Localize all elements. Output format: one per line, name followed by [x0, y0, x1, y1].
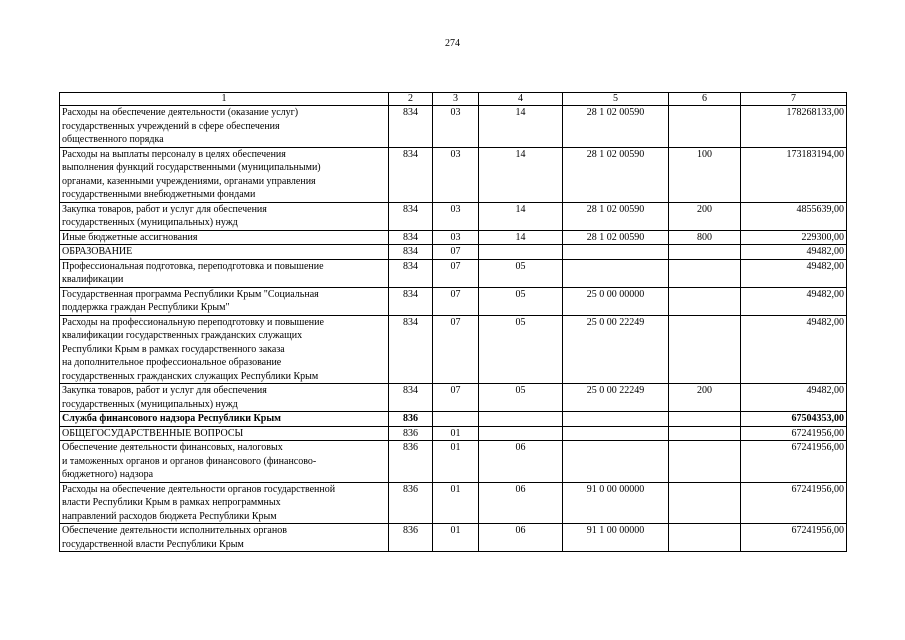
- ministry-code: 836: [389, 441, 433, 483]
- amount: 173183194,00: [741, 147, 847, 202]
- header-cell: 6: [669, 93, 741, 106]
- expense-name: [60, 106, 389, 148]
- ministry-code: 834: [389, 147, 433, 202]
- amount: 67504353,00: [741, 412, 847, 427]
- expense-name-line: поддержка граждан Республики Крым": [62, 302, 230, 313]
- table-row: [60, 202, 847, 230]
- ministry-code: 834: [389, 202, 433, 230]
- target-article-code: [563, 426, 669, 441]
- expense-type-code: [669, 441, 741, 483]
- expense-type-code: [669, 524, 741, 552]
- table-row: [60, 412, 847, 427]
- section-code: 01: [433, 482, 479, 524]
- target-article-code: [563, 441, 669, 483]
- expense-name-line: и таможенных органов и органов финансового (финансово-: [62, 455, 317, 467]
- subsection-code: 05: [479, 287, 563, 315]
- subsection-code: [479, 412, 563, 427]
- expense-name: [60, 147, 389, 202]
- expense-type-code: [669, 245, 741, 260]
- expense-name-line: Иные бюджетные ассигнования: [62, 231, 198, 243]
- expense-name-line: выполнения функций государственными (муниципальными): [62, 162, 321, 173]
- expense-type-code: [669, 315, 741, 384]
- target-article-code: [563, 245, 669, 260]
- target-article-code: 28 1 02 00590: [563, 147, 669, 202]
- expense-name-line: квалификации: [62, 274, 124, 285]
- expense-name-line: квалификации государственных гражданских служащих: [62, 330, 303, 341]
- header-row: [60, 93, 847, 106]
- amount: 67241956,00: [741, 482, 847, 524]
- subsection-code: 06: [479, 482, 563, 524]
- expense-name-line: Расходы на обеспечение деятельности (оказание услуг): [62, 107, 299, 118]
- table-row: [60, 315, 847, 384]
- subsection-code: 05: [479, 384, 563, 412]
- expense-name: [60, 384, 389, 412]
- expense-name-line: Профессиональная подготовка, переподготовка и повышение: [62, 260, 324, 272]
- expense-name-line: государственной власти Республики Крым: [62, 538, 244, 550]
- table-row: [60, 230, 847, 245]
- expense-name-line: бюджетного) надзора: [62, 469, 154, 480]
- section-code: 07: [433, 287, 479, 315]
- section-code: 01: [433, 426, 479, 441]
- expense-type-code: [669, 482, 741, 524]
- expense-name: [60, 202, 389, 230]
- expense-type-code: 200: [669, 202, 741, 230]
- expense-type-code: [669, 412, 741, 427]
- subsection-code: 05: [479, 259, 563, 287]
- expense-name-line: ОБРАЗОВАНИЕ: [62, 246, 133, 257]
- expense-name-line: Государственная программа Республики Крым "Социальная: [62, 288, 319, 300]
- subsection-code: 06: [479, 524, 563, 552]
- section-code: 07: [433, 384, 479, 412]
- target-article-code: 25 0 00 22249: [563, 315, 669, 384]
- expense-name-line: Республики Крым в рамках государственного заказа: [62, 343, 285, 355]
- table-row: [60, 384, 847, 412]
- expense-name: [60, 245, 389, 260]
- target-article-code: 25 0 00 00000: [563, 287, 669, 315]
- expense-name: [60, 230, 389, 245]
- section-code: 01: [433, 441, 479, 483]
- expense-name: [60, 287, 389, 315]
- subsection-code: [479, 426, 563, 441]
- amount: 229300,00: [741, 230, 847, 245]
- target-article-code: 91 1 00 00000: [563, 524, 669, 552]
- target-article-code: 25 0 00 22249: [563, 384, 669, 412]
- expense-name-line: государственных (муниципальных) нужд: [62, 217, 238, 228]
- table-row: [60, 524, 847, 552]
- target-article-code: 28 1 02 00590: [563, 106, 669, 148]
- expense-name: [60, 259, 389, 287]
- subsection-code: 14: [479, 106, 563, 148]
- expense-name-line: власти Республики Крым в рамках непрограммных: [62, 497, 281, 508]
- expense-type-code: [669, 259, 741, 287]
- table-row: [60, 106, 847, 148]
- target-article-code: 28 1 02 00590: [563, 202, 669, 230]
- expense-name: [60, 426, 389, 441]
- table-row: [60, 245, 847, 260]
- expense-name-line: Обеспечение деятельности финансовых, налоговых: [62, 442, 283, 453]
- ministry-code: 834: [389, 259, 433, 287]
- subsection-code: 14: [479, 230, 563, 245]
- table-row: [60, 147, 847, 202]
- amount: 4855639,00: [741, 202, 847, 230]
- section-code: 07: [433, 315, 479, 384]
- expense-name-line: Обеспечение деятельности исполнительных органов: [62, 525, 287, 536]
- ministry-code: 834: [389, 384, 433, 412]
- table-row: [60, 259, 847, 287]
- expense-name-line: на дополнительное профессиональное образование: [62, 357, 282, 368]
- table-row: [60, 482, 847, 524]
- subsection-code: 05: [479, 315, 563, 384]
- subsection-code: 06: [479, 441, 563, 483]
- header-cell: 5: [563, 93, 669, 106]
- expense-name-line: Служба финансового надзора Республики Крым: [62, 413, 281, 424]
- table-body: [60, 106, 847, 552]
- budget-table: [59, 92, 847, 552]
- table-row: [60, 426, 847, 441]
- expense-name-line: государственных учреждений в сфере обеспечения: [62, 120, 280, 132]
- amount: 49482,00: [741, 245, 847, 260]
- section-code: 07: [433, 259, 479, 287]
- ministry-code: 836: [389, 482, 433, 524]
- expense-type-code: 200: [669, 384, 741, 412]
- header-cell: 1: [60, 93, 389, 106]
- section-code: 01: [433, 524, 479, 552]
- expense-name: [60, 412, 389, 427]
- expense-type-code: [669, 287, 741, 315]
- ministry-code: 836: [389, 426, 433, 441]
- table-row: [60, 287, 847, 315]
- expense-name-line: государственных (муниципальных) нужд: [62, 398, 238, 410]
- expense-type-code: 800: [669, 230, 741, 245]
- subsection-code: 14: [479, 202, 563, 230]
- expense-name-line: государственных гражданских служащих Республики Крым: [62, 370, 319, 382]
- amount: 49482,00: [741, 259, 847, 287]
- section-code: 03: [433, 147, 479, 202]
- expense-name-line: Закупка товаров, работ и услуг для обеспечения: [62, 385, 267, 396]
- amount: 67241956,00: [741, 441, 847, 483]
- subsection-code: [479, 245, 563, 260]
- table-row: [60, 441, 847, 483]
- amount: 49482,00: [741, 384, 847, 412]
- header-cell: 2: [389, 93, 433, 106]
- section-code: 03: [433, 230, 479, 245]
- expense-type-code: [669, 106, 741, 148]
- expense-name: [60, 315, 389, 384]
- expense-name-line: общественного порядка: [62, 134, 164, 145]
- expense-name-line: государственными внебюджетными фондами: [62, 189, 256, 200]
- header-cell: 3: [433, 93, 479, 106]
- ministry-code: 834: [389, 106, 433, 148]
- amount: 49482,00: [741, 287, 847, 315]
- target-article-code: 28 1 02 00590: [563, 230, 669, 245]
- expense-name-line: направлений расходов бюджета Республики Крым: [62, 510, 277, 522]
- amount: 49482,00: [741, 315, 847, 384]
- expense-type-code: [669, 426, 741, 441]
- ministry-code: 834: [389, 245, 433, 260]
- amount: 67241956,00: [741, 426, 847, 441]
- expense-name-line: ОБЩЕГОСУДАРСТВЕННЫЕ ВОПРОСЫ: [62, 427, 244, 439]
- expense-name-line: органами, казенными учреждениями, органами управления: [62, 175, 316, 187]
- header-cell: 4: [479, 93, 563, 106]
- page-number: 274: [445, 38, 460, 49]
- subsection-code: 14: [479, 147, 563, 202]
- expense-name: [60, 441, 389, 483]
- ministry-code: 834: [389, 230, 433, 245]
- header-cell: 7: [741, 93, 847, 106]
- expense-name: [60, 524, 389, 552]
- section-code: 03: [433, 202, 479, 230]
- section-code: [433, 412, 479, 427]
- expense-type-code: 100: [669, 147, 741, 202]
- expense-name-line: Расходы на профессиональную переподготовку и повышение: [62, 316, 324, 328]
- expense-name-line: Закупка товаров, работ и услуг для обеспечения: [62, 203, 267, 215]
- expense-name: [60, 482, 389, 524]
- section-code: 07: [433, 245, 479, 260]
- ministry-code: 834: [389, 287, 433, 315]
- expense-name-line: Расходы на обеспечение деятельности органов государственной: [62, 483, 336, 495]
- target-article-code: [563, 412, 669, 427]
- amount: 67241956,00: [741, 524, 847, 552]
- amount: 178268133,00: [741, 106, 847, 148]
- ministry-code: 836: [389, 524, 433, 552]
- ministry-code: 836: [389, 412, 433, 427]
- target-article-code: [563, 259, 669, 287]
- section-code: 03: [433, 106, 479, 148]
- target-article-code: 91 0 00 00000: [563, 482, 669, 524]
- ministry-code: 834: [389, 315, 433, 384]
- expense-name-line: Расходы на выплаты персоналу в целях обеспечения: [62, 148, 286, 160]
